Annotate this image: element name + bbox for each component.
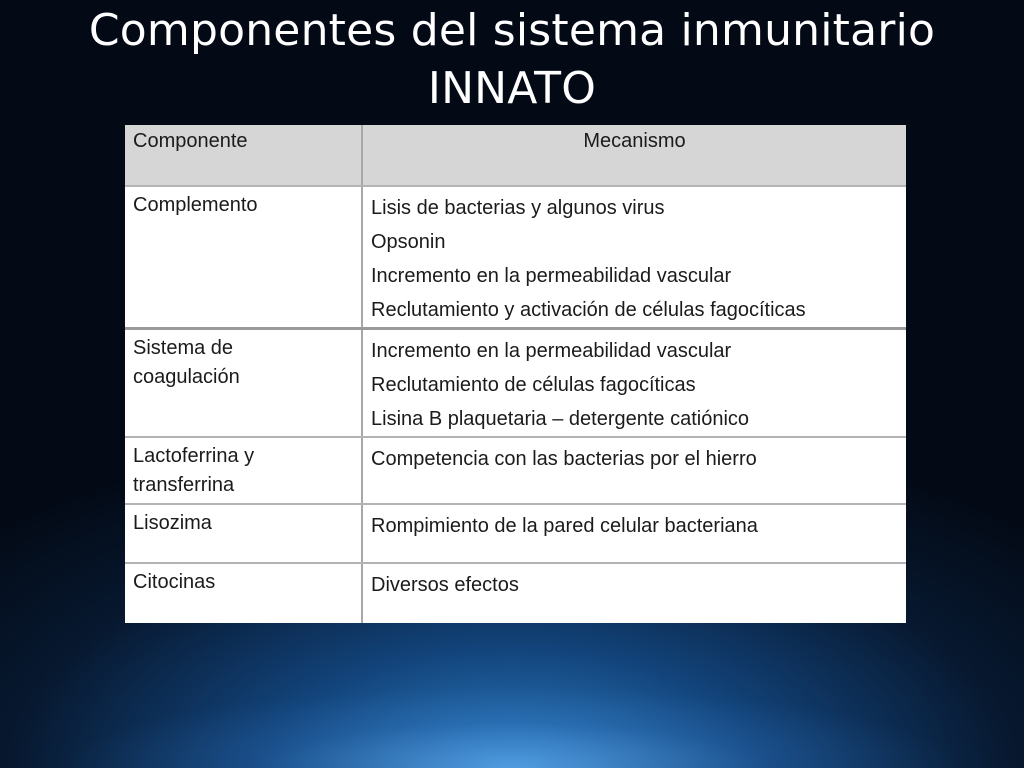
component-cell (125, 438, 363, 503)
component-text: Complemento (133, 194, 258, 216)
mechanism-text: Reclutamiento y activación de células fagocíticas (371, 299, 806, 321)
mechanism-text: Diversos efectos (371, 574, 519, 596)
mechanism-cell (363, 505, 906, 562)
slide-title-line2: INNATO (427, 63, 597, 114)
table-row (125, 330, 906, 438)
table-row (125, 438, 906, 505)
component-text: Lactoferrina y (133, 445, 255, 467)
component-text: Lisozima (133, 512, 212, 534)
components-table (125, 125, 906, 623)
component-cell (125, 505, 363, 562)
mechanism-text: Reclutamiento de células fagocíticas (371, 374, 696, 396)
mechanism-text: Incremento en la permeabilidad vascular (371, 340, 732, 362)
table-row (125, 505, 906, 564)
mechanism-cell (363, 438, 906, 503)
component-text: coagulación (133, 366, 240, 388)
component-cell (125, 330, 363, 436)
component-text: Sistema de (133, 337, 234, 359)
mechanism-text: Rompimiento de la pared celular bacteriana (371, 515, 758, 537)
mechanism-text: Lisina B plaquetaria – detergente catiónico (371, 408, 750, 430)
table-header-row (125, 125, 906, 187)
header-component: Componente (125, 125, 363, 185)
header-mechanism: Mecanismo (583, 130, 686, 152)
component-cell (125, 564, 363, 623)
mechanism-text: Incremento en la permeabilidad vascular (371, 265, 732, 287)
component-text: transferrina (133, 474, 235, 496)
background-glow (0, 600, 1024, 768)
table-row (125, 187, 906, 330)
mechanism-text: Lisis de bacterias y algunos virus (371, 197, 665, 219)
slide-title (0, 0, 1024, 118)
component-cell (125, 187, 363, 327)
component-text: Citocinas (133, 571, 216, 593)
mechanism-text: Competencia con las bacterias por el hierro (371, 448, 757, 470)
mechanism-text: Opsonin (371, 231, 446, 253)
slide-title-line1: Componentes del sistema inmunitario (88, 5, 936, 56)
mechanism-cell (363, 187, 906, 327)
mechanism-cell (363, 330, 906, 436)
mechanism-cell (363, 564, 906, 623)
table-row (125, 564, 906, 623)
